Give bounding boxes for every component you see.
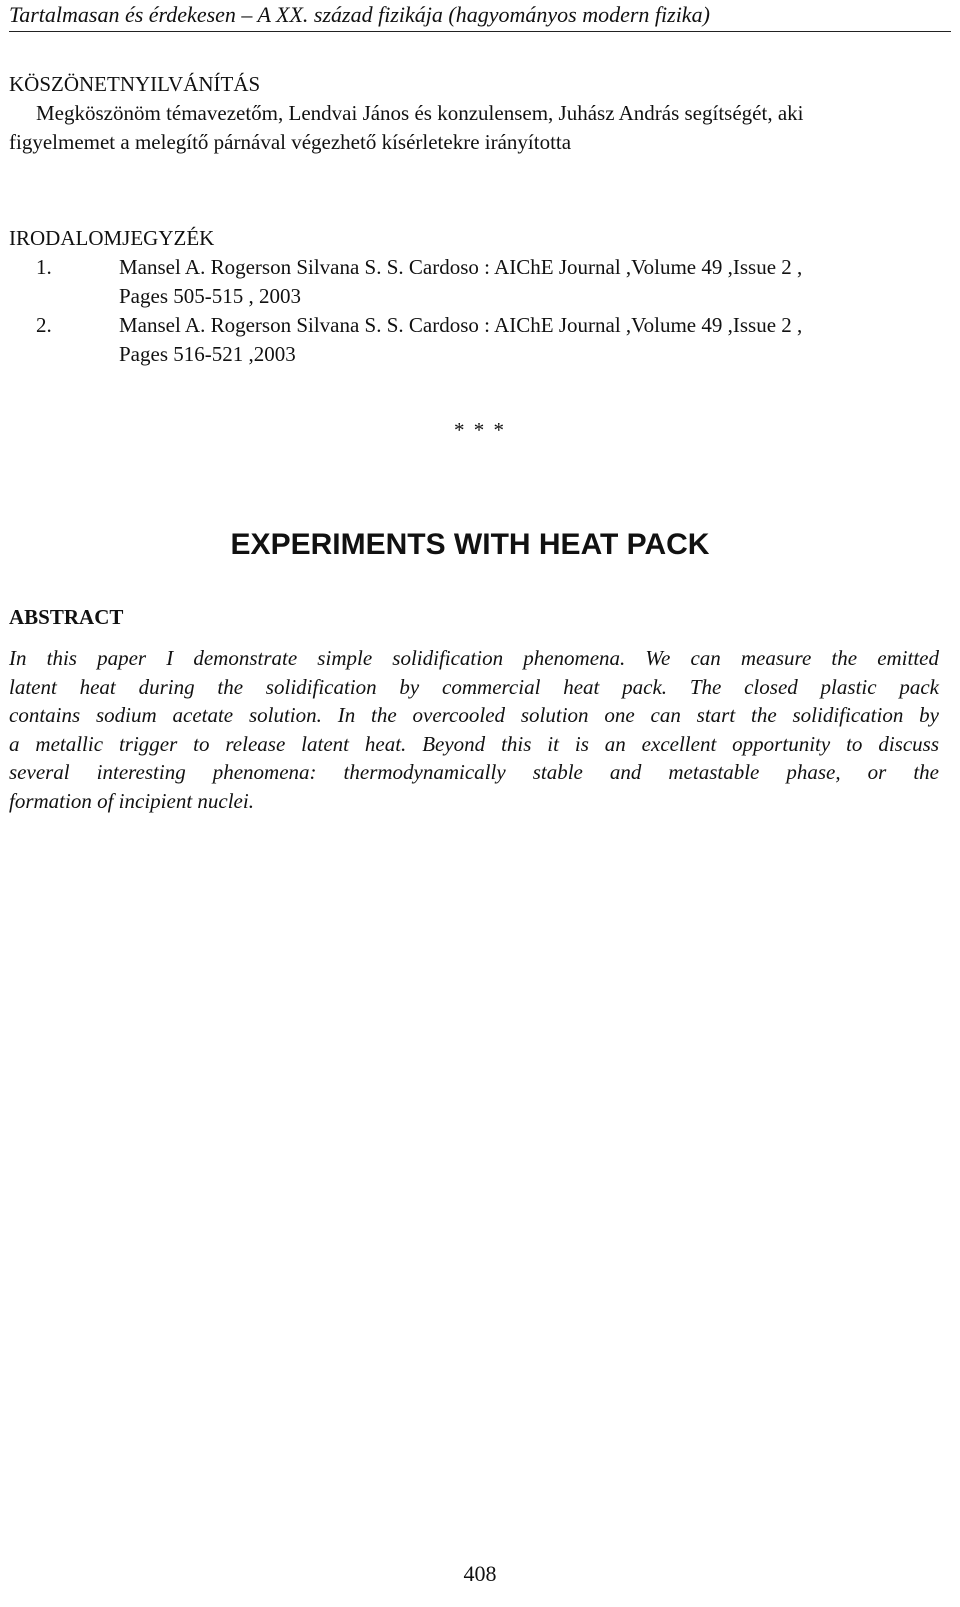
bibliography-item xyxy=(9,311,949,369)
abstract-line: In this paper I demonstrate simple solidification phenomena. We can measure the emitted xyxy=(9,646,939,670)
running-header: Tartalmasan és érdekesen – A XX. század fizikája (hagyományos modern fizika) xyxy=(9,0,951,32)
abstract-line: latent heat during the solidification by commercial heat pack. The closed plastic pack xyxy=(9,674,939,699)
bibliography-list xyxy=(9,253,949,369)
bibliography-item-number: 1. xyxy=(36,255,52,279)
acknowledgement-text xyxy=(9,99,949,157)
bibliography-item-number: 2. xyxy=(36,313,52,337)
abstract-line: several interesting phenomena: thermodynamically stable and metastable phase, or the xyxy=(9,760,939,785)
section-separator: * * * xyxy=(454,418,506,442)
acknowledgement-line: figyelmemet a melegítő párnával végezhető kísérletekre irányította xyxy=(9,130,572,154)
acknowledgement-heading: KÖSZÖNETNYILVÁNÍTÁS xyxy=(9,72,261,96)
bibliography-item-line: Mansel A. Rogerson Silvana S. S. Cardoso : AIChE Journal ,Volume 49 ,Issue 2 , xyxy=(119,313,803,337)
bibliography-item-line: Pages 505-515 , 2003 xyxy=(119,284,301,308)
acknowledgement-line: Megköszönöm témavezetőm, Lendvai János és konzulensem, Juhász András segítségét, aki xyxy=(36,101,804,125)
bibliography-item xyxy=(9,253,949,311)
bibliography-heading: IRODALOMJEGYZÉK xyxy=(9,226,215,250)
english-title: EXPERIMENTS WITH HEAT PACK xyxy=(230,528,710,561)
abstract-text xyxy=(9,644,939,816)
abstract-line: a metallic trigger to release latent heat. Beyond this it is an excellent opportunity to discuss xyxy=(9,731,939,756)
bibliography-item-line: Mansel A. Rogerson Silvana S. S. Cardoso : AIChE Journal ,Volume 49 ,Issue 2 , xyxy=(119,255,803,279)
page-number: 408 xyxy=(463,1561,497,1586)
bibliography-item-line: Pages 516-521 ,2003 xyxy=(119,342,296,366)
abstract-heading: ABSTRACT xyxy=(9,605,124,629)
abstract-line: contains sodium acetate solution. In the overcooled solution one can start the solidification by xyxy=(9,703,939,728)
abstract-line: formation of incipient nuclei. xyxy=(9,788,254,813)
